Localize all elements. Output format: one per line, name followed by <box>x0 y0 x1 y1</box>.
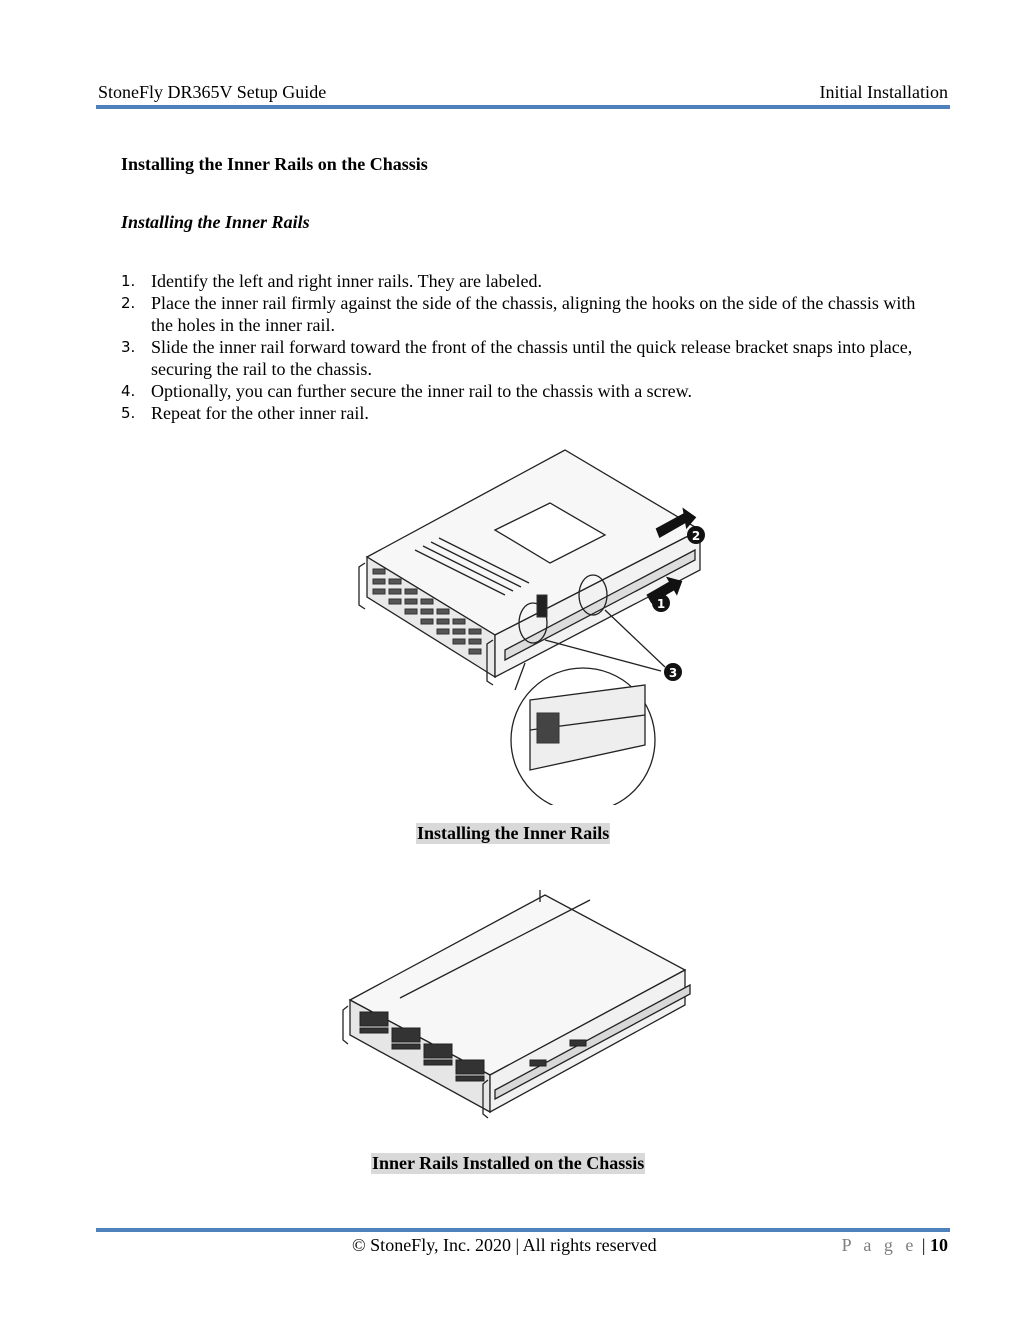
footer-copyright: © StoneFly, Inc. 2020 | All rights reserved <box>352 1235 657 1255</box>
svg-text:2: 2 <box>691 529 701 543</box>
step-text: Optionally, you can further secure the inner rail to the chassis with a screw. <box>151 381 692 401</box>
step-text: Repeat for the other inner rail. <box>151 403 369 423</box>
step-number: 3. <box>121 338 136 356</box>
section-title: Installing the Inner Rails on the Chassis <box>121 154 428 174</box>
callout-badge-3 <box>664 663 682 681</box>
step-number: 4. <box>121 382 136 400</box>
svg-text:1: 1 <box>656 597 666 611</box>
step-number: 2. <box>121 294 136 312</box>
step-text: Slide the inner rail forward toward the front of the chassis until the quick release bracket snaps into place, securing the rail to the chassis. <box>151 337 913 379</box>
page-header-left: StoneFly DR365V Setup Guide <box>98 82 327 102</box>
step-number: 5. <box>121 404 136 422</box>
page-number-block <box>842 1235 948 1256</box>
step-number: 1. <box>121 272 136 290</box>
step-item <box>121 292 921 336</box>
header-rule <box>96 105 950 109</box>
step-text: Identify the left and right inner rails. They are labeled. <box>151 271 543 291</box>
chassis-rail-diagram <box>355 445 705 805</box>
figure-caption-2: Inner Rails Installed on the Chassis <box>372 1153 645 1173</box>
figure-inner-rails-installed <box>340 890 695 1120</box>
callout-badge-1 <box>652 594 670 612</box>
page-label: P a g e <box>841 1235 918 1255</box>
chassis-installed-diagram <box>340 890 695 1120</box>
page-separator: | <box>921 1235 926 1255</box>
subsection-title: Installing the Inner Rails <box>121 212 310 232</box>
step-text: Place the inner rail firmly against the side of the chassis, aligning the hooks on the side of the chassis with the holes in the inner rail. <box>151 293 916 335</box>
page-number: 10 <box>930 1235 948 1255</box>
footer-rule <box>96 1228 950 1232</box>
step-item <box>121 336 921 380</box>
page-header-right: Initial Installation <box>819 82 948 102</box>
step-item <box>121 402 921 424</box>
figure-installing-inner-rails <box>355 445 705 805</box>
step-item <box>121 380 921 402</box>
steps-list <box>121 270 921 424</box>
step-item <box>121 270 921 292</box>
callout-badge-2 <box>687 526 705 544</box>
figure-caption-1: Installing the Inner Rails <box>417 823 610 843</box>
svg-text:3: 3 <box>668 666 678 680</box>
